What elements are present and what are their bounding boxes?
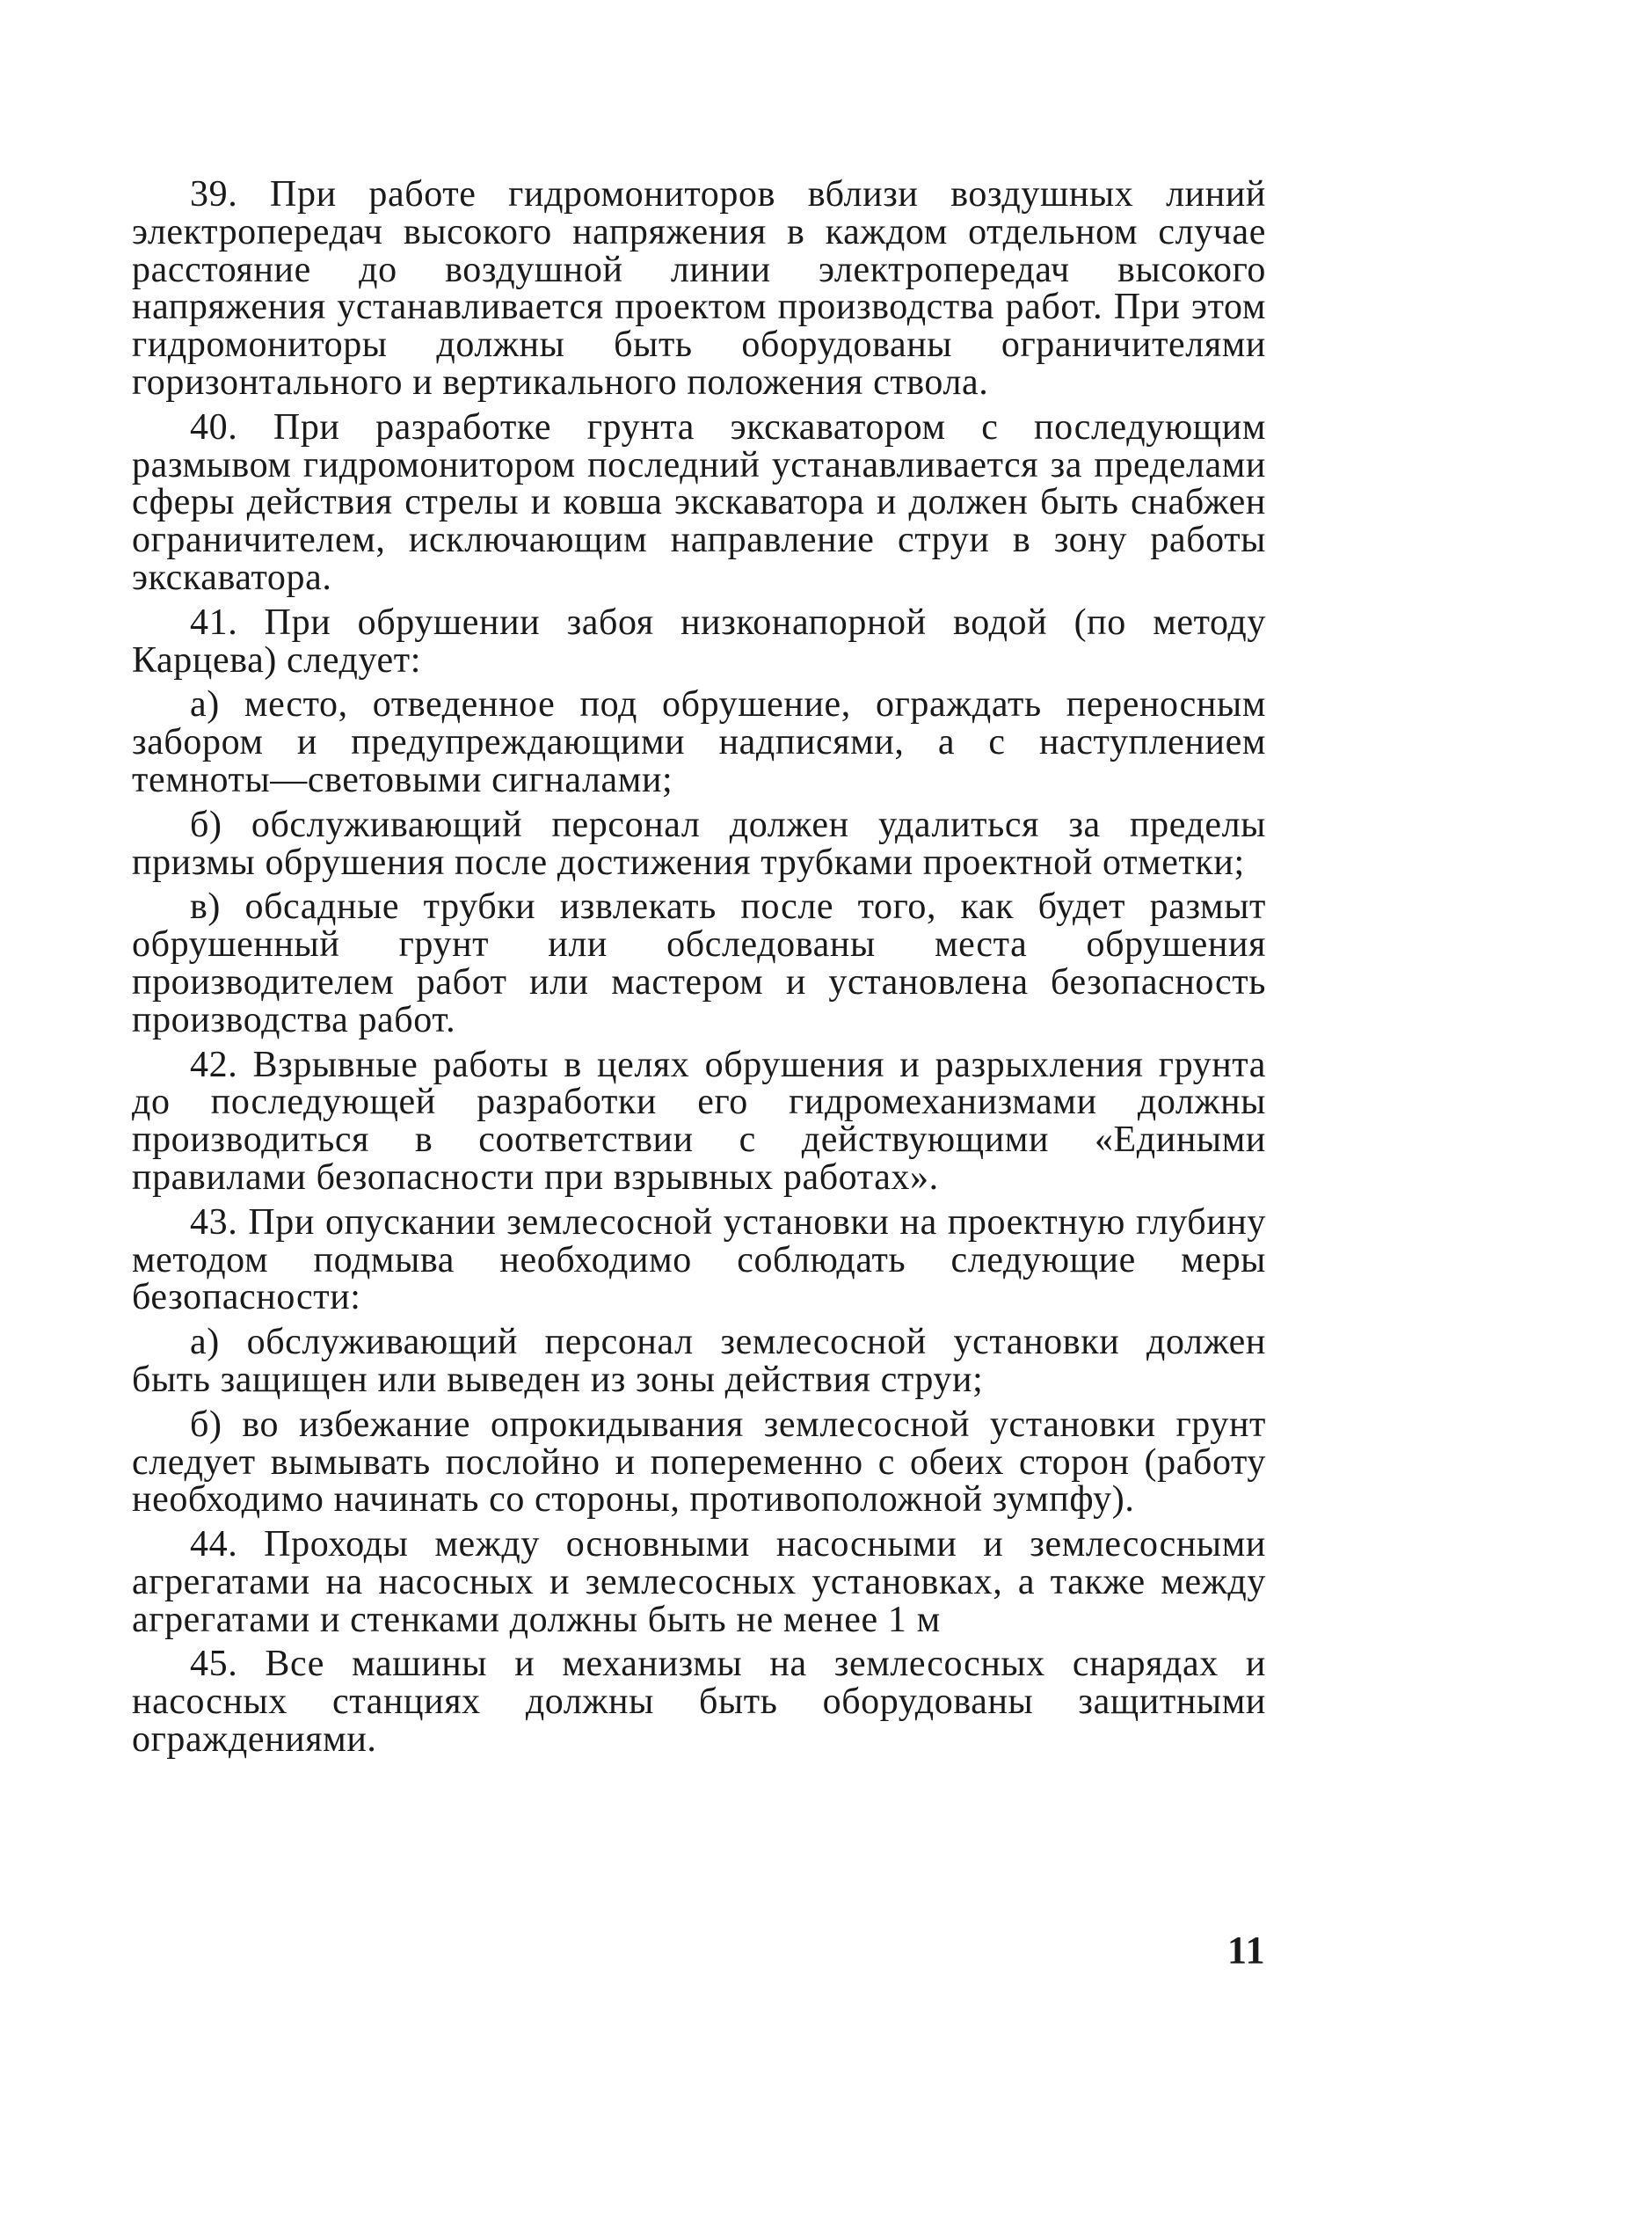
paragraph-41-b: б) обслуживающий персонал должен удалиться за пределы призмы обрушения после достижения трубками проектной отметки; bbox=[132, 804, 1266, 883]
paragraph-43: 43. При опускании землесосной установки на проектную глубину методом подмыва необходимо соблюдать следующие меры безопасности: bbox=[132, 1201, 1266, 1318]
page-number: 11 bbox=[1227, 1929, 1266, 1972]
paragraph-41-v: в) обсадные трубки извлекать после того, как будет размыт обрушенный грунт или обследованы места обрушения производителем работ или мастером и установлена безопасность производства работ. bbox=[132, 886, 1266, 1040]
paragraph-39: 39. При работе гидромониторов вблизи воздушных линий электропередач высокого напряжения в каждом отдельном случае расстояние до воздушной линии электропередач высокого напряжения устанавливается проектом производства работ. При этом гидромониторы должны быть оборудованы ограничителями горизонтального и вертикального положения ствола. bbox=[132, 174, 1266, 403]
paragraph-43-b: б) во избежание опрокидывания землесосной установки грунт следует вымывать послойно и попеременно с обеих сторон (работу необходимо начинать со стороны, противоположной зумпфу). bbox=[132, 1404, 1266, 1521]
paragraph-45: 45. Все машины и механизмы на землесосных снарядах и насосных станциях должны быть оборудованы защитными ограждениями. bbox=[132, 1644, 1266, 1761]
paragraph-42: 42. Взрывные работы в целях обрушения и разрыхления грунта до последующей разработки его гидромеханизмами должны производиться в соответствии с действующими «Едиными правилами безопасности при взрывных работах». bbox=[132, 1044, 1266, 1198]
paragraph-41-a: а) место, отведенное под обрушение, ограждать переносным забором и предупреждающими надписями, а с наступлением темноты—световыми сигналами; bbox=[132, 684, 1266, 800]
document-body bbox=[132, 176, 1266, 1766]
paragraph-43-a: а) обслуживающий персонал землесосной установки должен быть защищен или выведен из зоны действия струи; bbox=[132, 1322, 1266, 1400]
paragraph-41: 41. При обрушении забоя низконапорной водой (по методу Карцева) следует: bbox=[132, 602, 1266, 681]
paragraph-44: 44. Проходы между основными насосными и землесосными агрегатами на насосных и землесосных установках, а также между агрегатами и стенками должны быть не менее 1 м bbox=[132, 1524, 1266, 1640]
paragraph-40: 40. При разработке грунта экскаватором с последующим размывом гидромонитором последний устанавливается за пределами сферы действия стрелы и ковша экскаватора и должен быть снабжен ограничителем, исключающим направление струи в зону работы экскаватора. bbox=[132, 406, 1266, 598]
